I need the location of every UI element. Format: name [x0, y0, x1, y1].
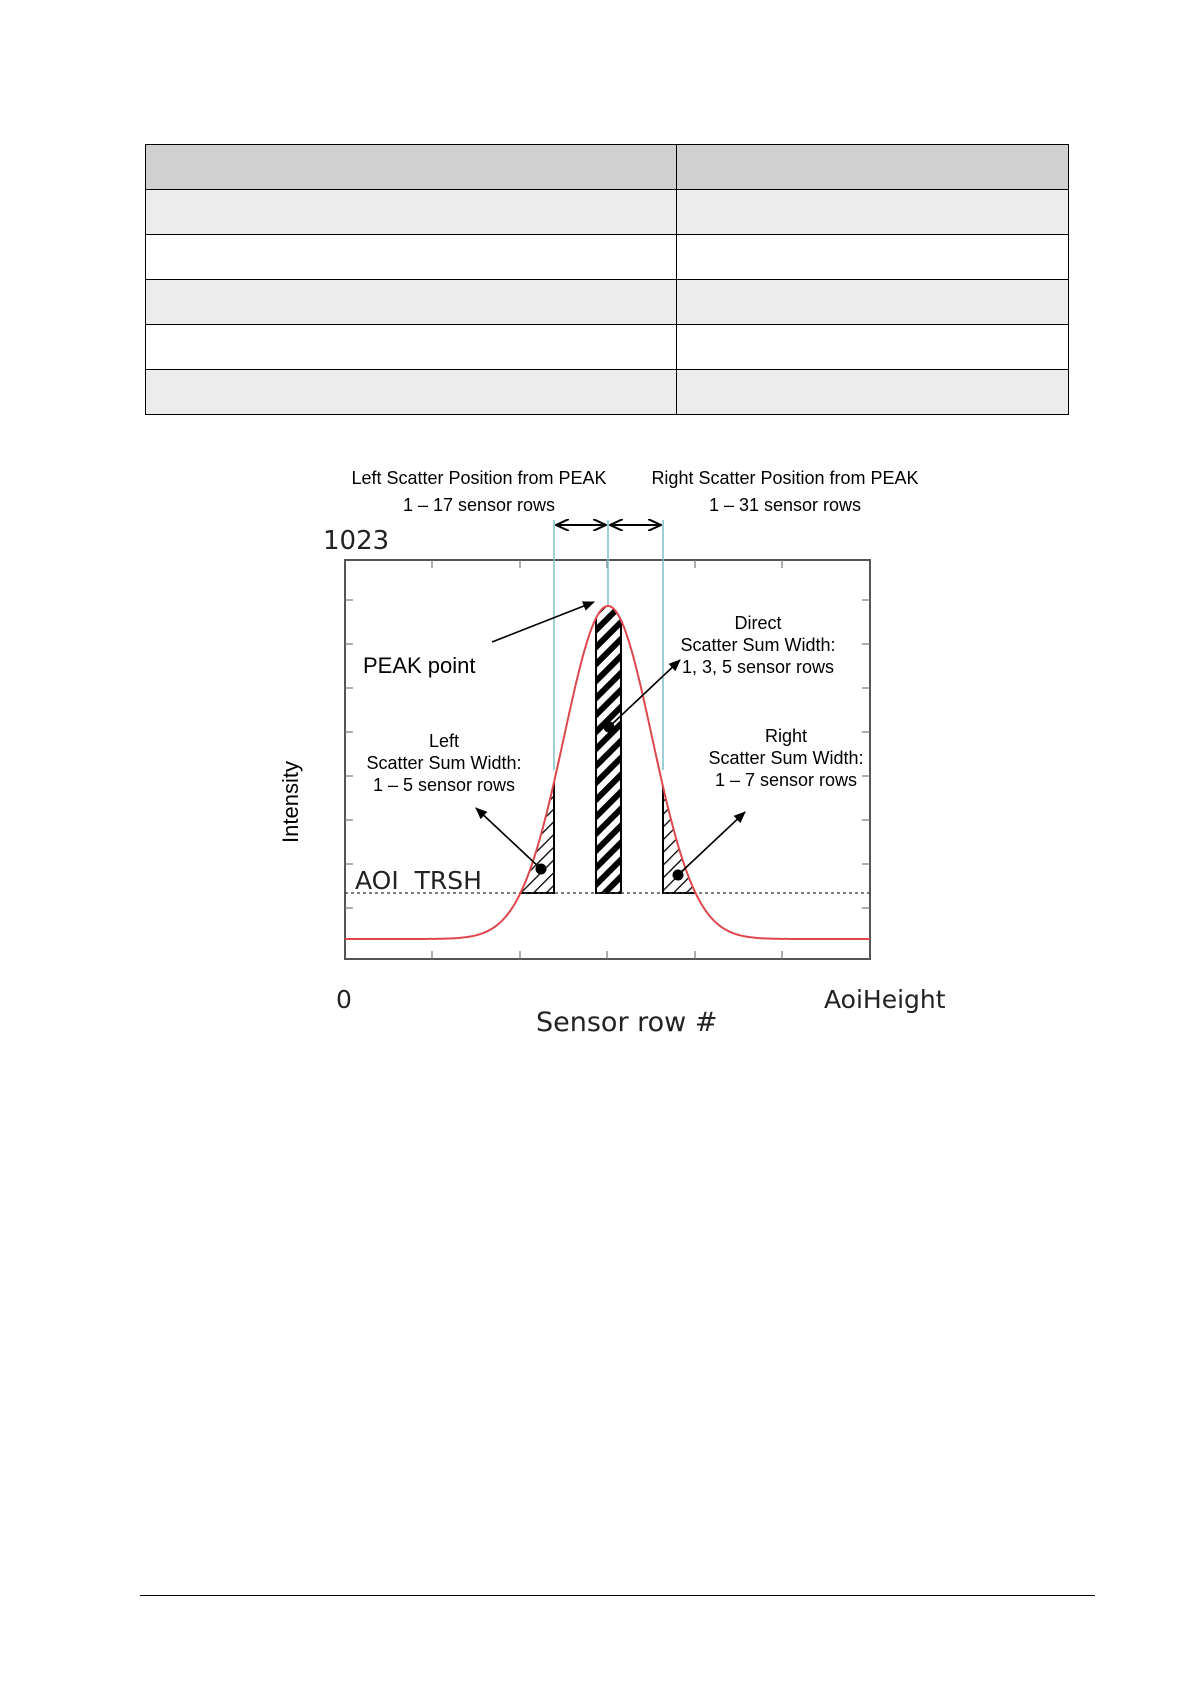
right-scatter-position-title: Right Scatter Position from PEAK — [651, 468, 919, 488]
left-scatter-position-range: 1 – 17 sensor rows — [402, 495, 556, 515]
y-axis-label: Intensity — [278, 761, 303, 843]
left-width-line1: Left — [428, 731, 460, 751]
peak-point-label: PEAK point — [363, 653, 476, 678]
right-scatter-region — [663, 560, 696, 893]
footer-rule — [140, 1595, 1095, 1596]
direct-width-line2: Scatter Sum Width: — [680, 635, 836, 655]
left-width-line2: Scatter Sum Width: — [366, 753, 522, 773]
right-width-line2: Scatter Sum Width: — [708, 748, 864, 768]
right-width-line3: 1 – 7 sensor rows — [714, 770, 858, 790]
right-scatter-position-range: 1 – 31 sensor rows — [708, 495, 862, 515]
right-width-pointer-arrow — [678, 812, 745, 875]
left-width-line3: 1 – 5 sensor rows — [372, 775, 516, 795]
left-width-pointer-arrow — [476, 808, 541, 869]
y-max-label: 1023 — [323, 526, 390, 556]
left-scatter-region — [521, 560, 554, 893]
direct-width-line1: Direct — [734, 613, 782, 633]
left-width-dot — [536, 864, 547, 875]
right-width-line1: Right — [764, 726, 808, 746]
peak-pointer-arrow — [492, 602, 594, 642]
x-axis-label: Sensor row # — [536, 1007, 718, 1038]
direct-width-line3: 1, 3, 5 sensor rows — [681, 657, 835, 677]
direct-width-dot — [604, 722, 615, 733]
x-min-label: 0 — [336, 985, 352, 1014]
left-scatter-position-title: Left Scatter Position from PEAK — [351, 468, 607, 488]
right-width-dot — [673, 870, 684, 881]
x-max-label: AoiHeight — [824, 985, 946, 1014]
aoi-threshold-label: AOI TRSH — [355, 866, 482, 895]
